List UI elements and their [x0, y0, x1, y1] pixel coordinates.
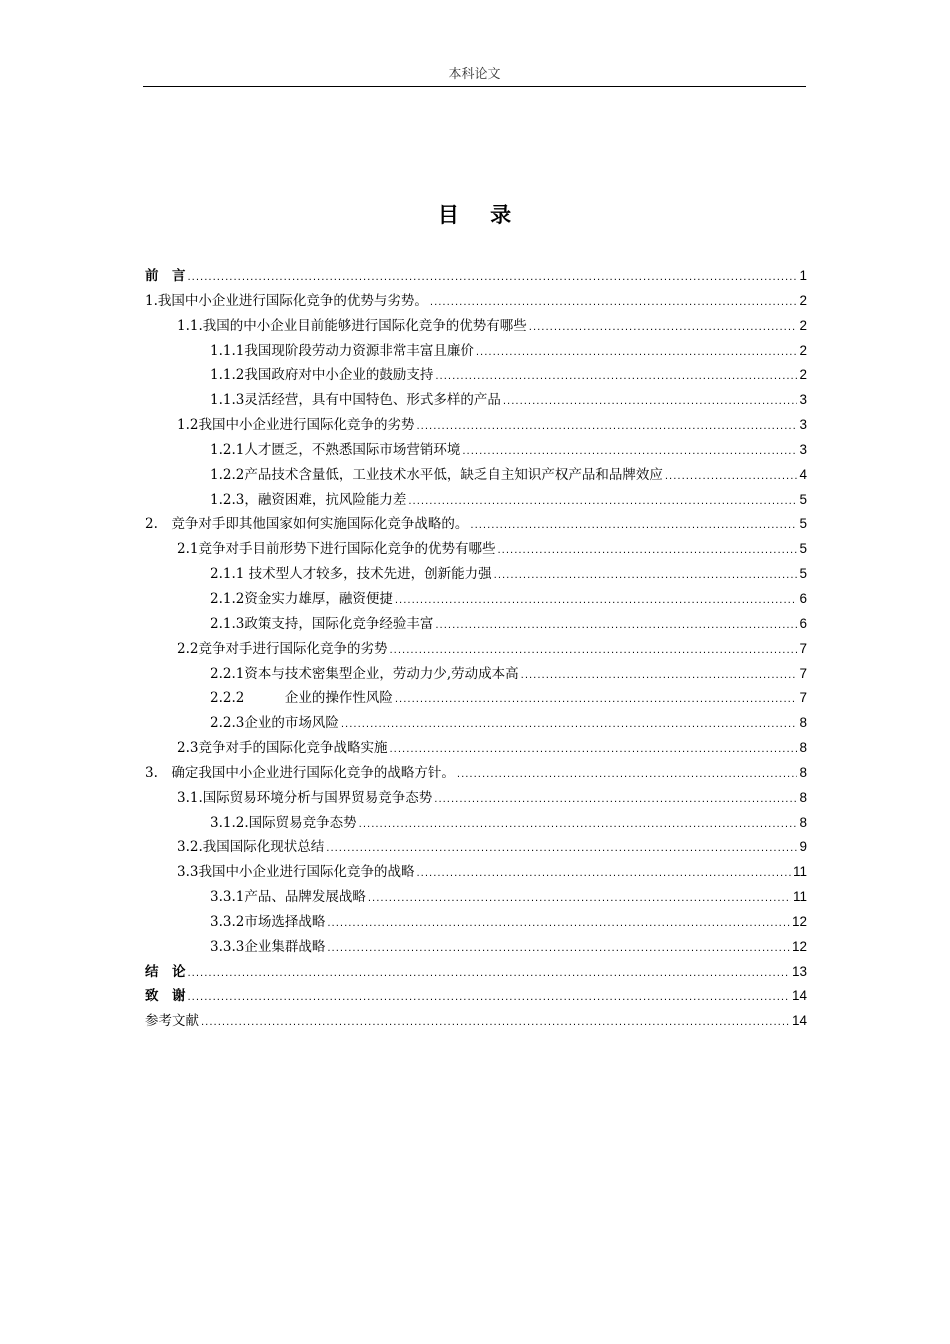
toc-leader-dots	[430, 291, 797, 314]
toc-entry-title: 3.1.国际贸易环境分析与国界贸易竞争态势	[177, 789, 433, 806]
toc-entry[interactable]	[145, 438, 807, 463]
toc-entry-page-number: 3	[799, 417, 807, 433]
toc-leader-dots	[416, 862, 791, 885]
toc-entry[interactable]	[145, 314, 807, 339]
toc-entry[interactable]	[145, 786, 807, 811]
toc-leader-dots	[341, 713, 797, 736]
toc-leader-dots	[389, 738, 797, 761]
toc-entry[interactable]	[145, 910, 807, 935]
toc-entry-title: 3.3.3企业集群战略	[210, 938, 326, 955]
toc-entry[interactable]	[145, 512, 807, 537]
toc-entry[interactable]	[145, 736, 807, 761]
toc-entry-title: 3.3.2市场选择战略	[210, 913, 326, 930]
toc-leader-dots	[395, 688, 797, 711]
toc-leader-dots	[327, 937, 790, 960]
toc-leader-dots	[497, 539, 797, 562]
toc-entry-page-number: 9	[799, 839, 807, 855]
toc-leader-dots	[529, 316, 797, 339]
toc-entry-title: 参考文献	[145, 1013, 199, 1030]
toc-entry-title: 1.1.3灵活经营，具有中国特色、形式多样的产品	[210, 392, 501, 409]
toc-entry[interactable]	[145, 264, 807, 289]
toc-entry-page-number: 8	[799, 764, 807, 780]
toc-entry[interactable]	[145, 761, 807, 786]
toc-leader-dots	[457, 763, 797, 786]
toc-entry[interactable]	[145, 388, 807, 413]
page-title: 目 录	[437, 202, 524, 227]
toc-entry[interactable]	[145, 1009, 807, 1034]
toc-entry-title: 1.1.2我国政府对中小企业的鼓励支持	[210, 367, 434, 384]
toc-entry-page-number: 12	[791, 913, 807, 929]
toc-entry[interactable]	[145, 662, 807, 687]
toc-entry[interactable]	[145, 860, 807, 885]
toc-entry-page-number: 7	[799, 665, 807, 681]
toc-entry-title: 3.3我国中小企业进行国际化竞争的战略	[177, 864, 415, 881]
toc-leader-dots	[188, 986, 790, 1009]
toc-entry-page-number: 7	[799, 690, 807, 706]
table-of-contents	[145, 264, 807, 1034]
toc-entry-page-number: 5	[799, 541, 807, 557]
toc-entry-page-number: 14	[791, 1013, 807, 1029]
toc-entry-title: 2.1.1 技术型人才较多，技术先进，创新能力强	[210, 566, 492, 583]
toc-leader-dots	[359, 813, 797, 836]
toc-leader-dots	[434, 788, 797, 811]
toc-entry-title: 1.2.1人才匮乏，不熟悉国际市场营销环境	[210, 441, 461, 458]
toc-entry-page-number: 5	[799, 516, 807, 532]
toc-entry[interactable]	[145, 835, 807, 860]
toc-leader-dots	[435, 365, 797, 388]
toc-entry-page-number: 8	[799, 789, 807, 805]
toc-entry-title: 1.1.我国的中小企业目前能够进行国际化竞争的优势有哪些	[177, 317, 527, 334]
toc-entry-page-number: 8	[799, 814, 807, 830]
toc-leader-dots	[368, 887, 791, 910]
toc-entry[interactable]	[145, 612, 807, 637]
toc-entry[interactable]	[145, 562, 807, 587]
toc-entry-title: 1.1.1我国现阶段劳动力资源非常丰富且廉价	[210, 342, 474, 359]
toc-entry-page-number: 3	[799, 441, 807, 457]
toc-leader-dots	[503, 390, 797, 413]
toc-entry[interactable]	[145, 711, 807, 736]
toc-leader-dots	[665, 465, 797, 488]
toc-entry-page-number: 3	[799, 392, 807, 408]
toc-entry-title: 3.1.2.国际贸易竞争态势	[210, 814, 357, 831]
toc-entry-title: 2.1.2资金实力雄厚，融资便捷	[210, 590, 393, 607]
toc-entry[interactable]	[145, 363, 807, 388]
toc-entry[interactable]	[145, 686, 807, 711]
toc-entry-page-number: 8	[799, 740, 807, 756]
toc-entry[interactable]	[145, 289, 807, 314]
toc-entry[interactable]	[145, 537, 807, 562]
toc-entry[interactable]	[145, 984, 807, 1009]
toc-entry-title: 2.2.2 企业的操作性风险	[210, 690, 393, 707]
toc-entry[interactable]	[145, 488, 807, 513]
toc-entry-title: 1.2.2产品技术含量低，工业技术水平低，缺乏自主知识产权产品和品牌效应	[210, 466, 663, 483]
toc-entry[interactable]	[145, 811, 807, 836]
toc-entry-page-number: 11	[792, 889, 807, 905]
toc-entry-page-number: 6	[799, 615, 807, 631]
toc-entry[interactable]	[145, 413, 807, 438]
toc-leader-dots	[188, 266, 798, 289]
toc-entry-page-number: 2	[799, 367, 807, 383]
toc-entry-title: 1.2.3，融资困难，抗风险能力差	[210, 491, 407, 508]
toc-entry-title: 2. 竞争对手即其他国家如何实施国际化竞争战略的。	[145, 516, 469, 533]
toc-entry-page-number: 1	[799, 268, 807, 283]
toc-entry-title: 2.2竞争对手进行国际化竞争的劣势	[177, 640, 388, 657]
toc-entry-title: 3.3.1产品、品牌发展战略	[210, 889, 366, 906]
toc-leader-dots	[470, 514, 797, 537]
toc-entry-page-number: 13	[791, 963, 807, 979]
toc-entry-title: 3. 确定我国中小企业进行国际化竞争的战略方针。	[145, 764, 455, 781]
toc-leader-dots	[408, 490, 797, 513]
toc-entry-page-number: 14	[791, 988, 807, 1004]
toc-entry-page-number: 5	[799, 491, 807, 507]
toc-leader-dots	[435, 614, 797, 637]
toc-entry-title: 3.2.我国国际化现状总结	[177, 839, 325, 856]
toc-entry[interactable]	[145, 463, 807, 488]
toc-entry-title: 2.2.3企业的市场风险	[210, 715, 339, 732]
running-header: 本科论文	[448, 67, 501, 82]
toc-leader-dots	[201, 1011, 790, 1034]
toc-entry-title: 1.我国中小企业进行国际化竞争的优势与劣势。	[145, 292, 428, 309]
toc-entry-page-number: 12	[791, 938, 807, 954]
toc-leader-dots	[326, 837, 797, 860]
toc-entry-page-number: 7	[799, 640, 807, 656]
toc-entry-title: 前 言	[145, 268, 186, 284]
toc-leader-dots	[462, 440, 797, 463]
toc-entry-page-number: 4	[799, 466, 807, 482]
toc-entry[interactable]	[145, 637, 807, 662]
toc-entry[interactable]	[145, 587, 807, 612]
toc-entry-page-number: 8	[799, 715, 807, 731]
toc-entry-title: 致 谢	[145, 988, 186, 1005]
toc-entry-title: 2.2.1资本与技术密集型企业，劳动力少,劳动成本高	[210, 665, 519, 682]
toc-entry-page-number: 11	[792, 864, 807, 880]
toc-leader-dots	[416, 415, 797, 438]
toc-leader-dots	[389, 639, 797, 662]
toc-leader-dots	[476, 341, 797, 364]
toc-leader-dots	[188, 962, 790, 985]
toc-entry[interactable]	[145, 960, 807, 985]
toc-entry-title: 2.3竞争对手的国际化竞争战略实施	[177, 740, 388, 757]
toc-entry-page-number: 2	[799, 317, 807, 333]
toc-entry-page-number: 5	[799, 566, 807, 582]
toc-leader-dots	[521, 664, 797, 687]
toc-entry[interactable]	[145, 339, 807, 364]
toc-entry[interactable]	[145, 885, 807, 910]
toc-leader-dots	[395, 589, 797, 612]
header-rule	[143, 86, 806, 87]
toc-leader-dots	[327, 912, 790, 935]
toc-entry-title: 结 论	[145, 963, 186, 980]
toc-entry-title: 1.2我国中小企业进行国际化竞争的劣势	[177, 417, 415, 434]
toc-entry-title: 2.1.3政策支持，国际化竞争经验丰富	[210, 615, 434, 632]
toc-entry[interactable]	[145, 935, 807, 960]
toc-leader-dots	[494, 564, 797, 587]
toc-entry-page-number: 6	[799, 590, 807, 606]
toc-entry-page-number: 2	[799, 292, 807, 308]
toc-entry-title: 2.1竞争对手目前形势下进行国际化竞争的优势有哪些	[177, 541, 496, 558]
toc-entry-page-number: 2	[799, 342, 807, 358]
